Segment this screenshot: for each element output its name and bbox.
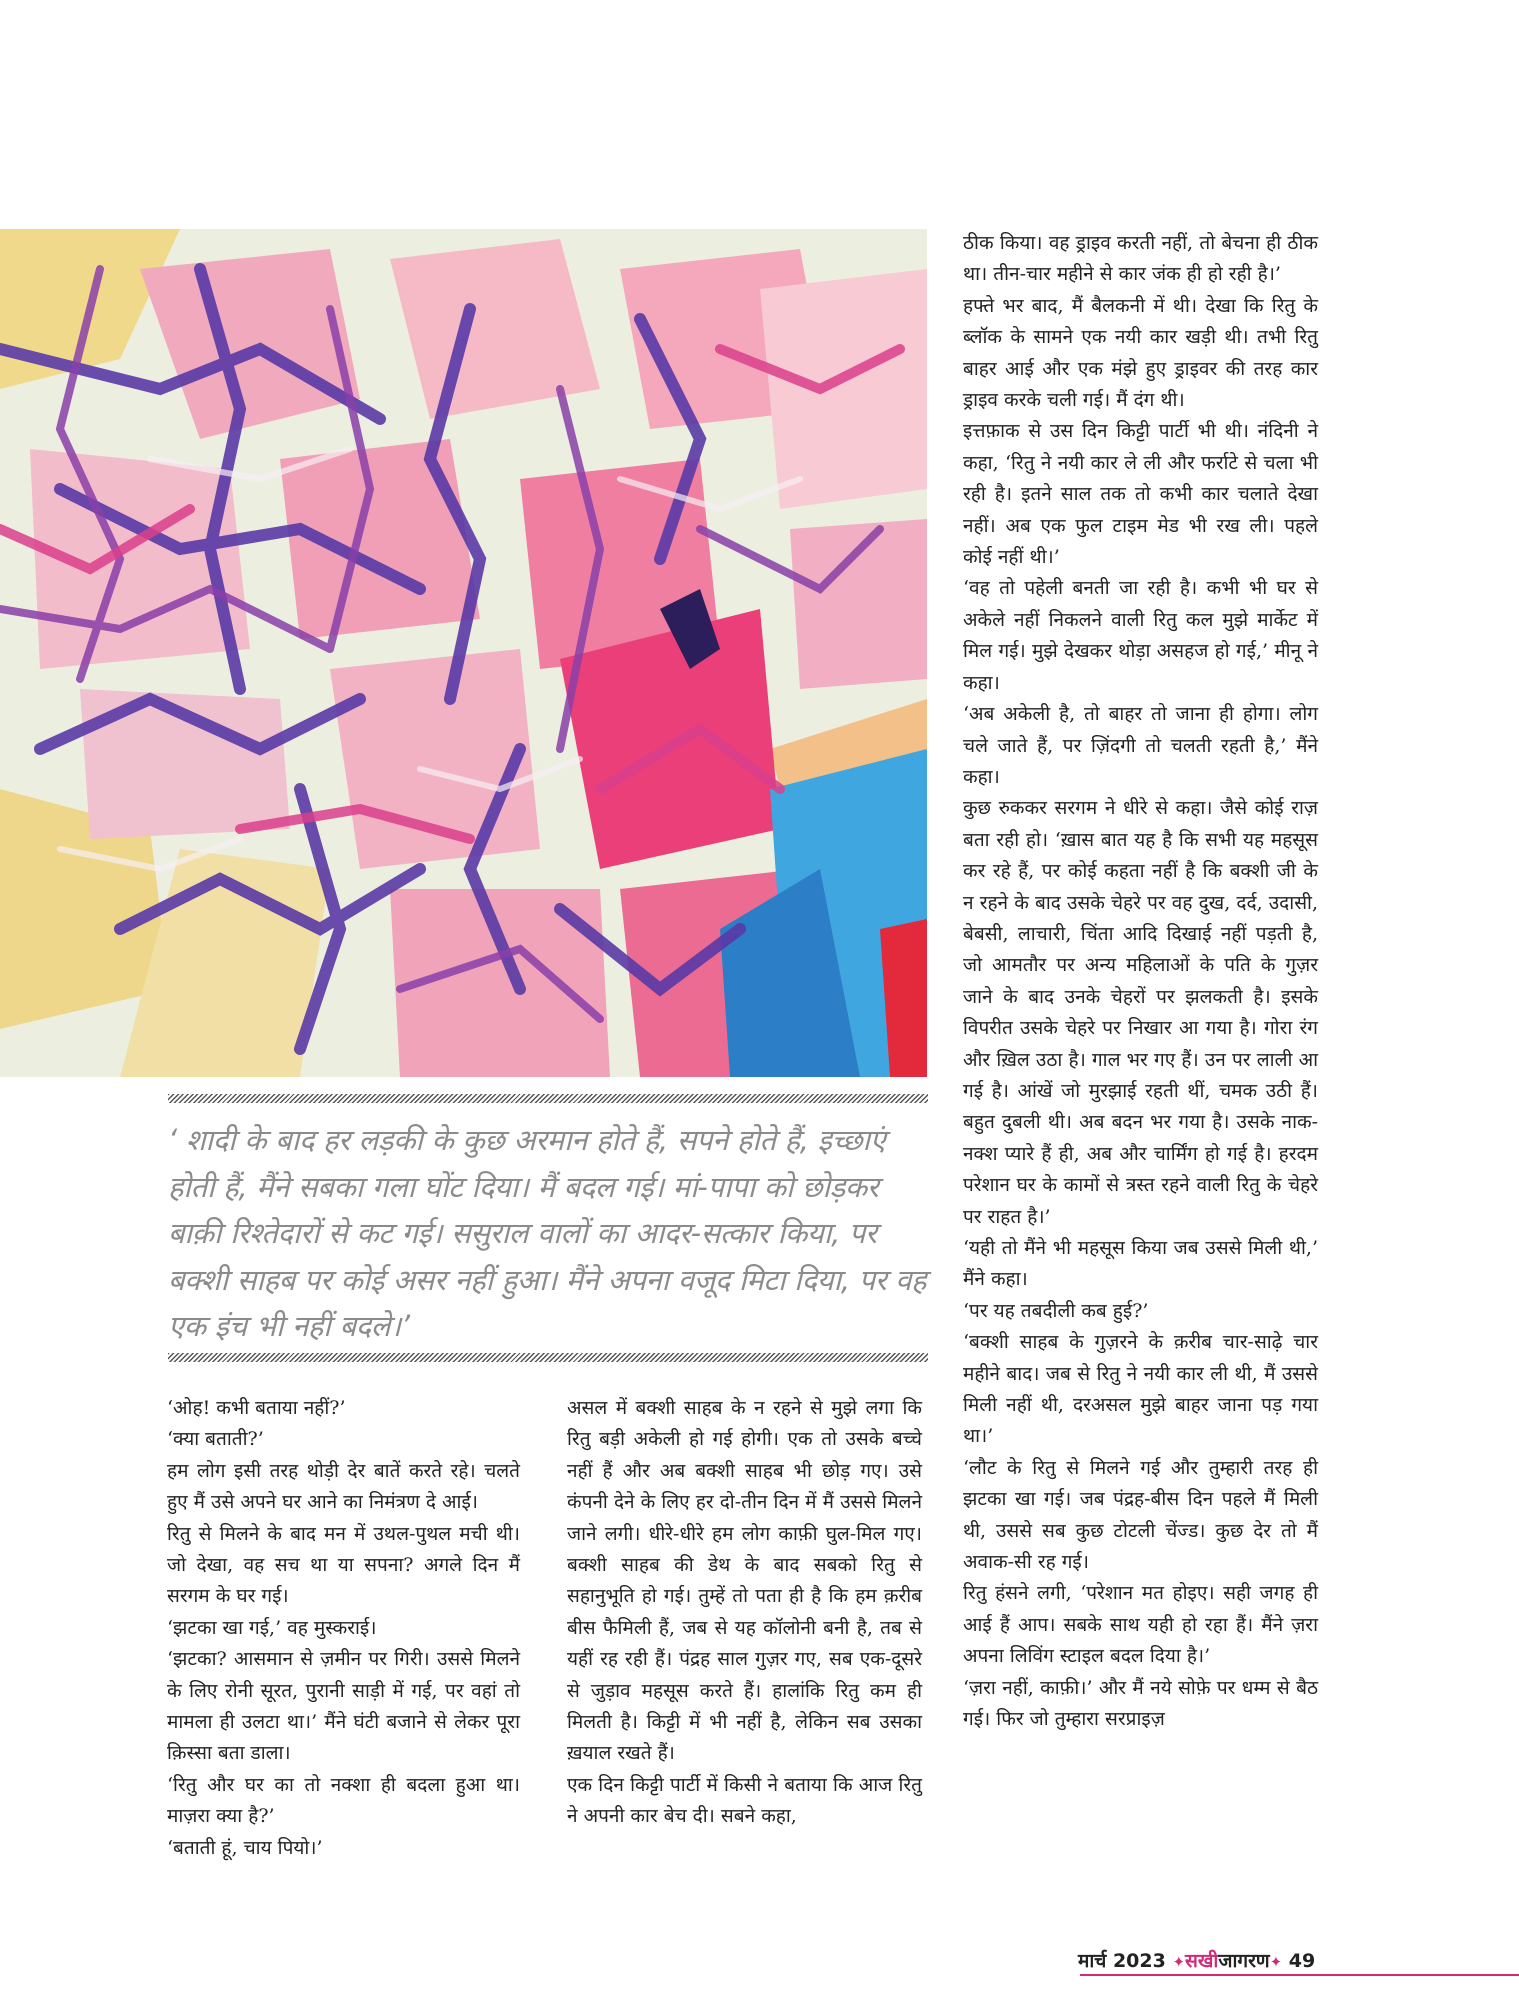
star-icon: ✦: [1269, 1953, 1283, 1971]
paragraph: ‘झटका खा गई,’ वह मुस्कराई।: [167, 1616, 377, 1639]
pull-quote-top-rule: [168, 1094, 928, 1103]
right-column: [963, 228, 1318, 1736]
paragraph: असल में बक्शी साहब के न रहने से मुझे लगा कि रितु बड़ी अकेली हो गई होगी। एक तो उसके बच्चे नहीं हैं और अब बक्शी साहब भी छोड़ गए। उसे कंपनी देने के लिए हर दो-तीन दिन में मैं उससे मिलने जाने लगी। धीरे-धीरे हम लोग काफ़ी घुल-मिल गए। बक्शी साहब की डेथ के बाद सबको रितु से सहानुभूति हो गई। तुम्हें तो पता ही है कि हम क़रीब बीस फैमिली हैं, जब से यह कॉलोनी बनी है, तब से यहीं रह रही हैं। पंद्रह साल गुज़र गए, सब एक-दूसरे से जुड़ाव महसूस करते हैं। हालांकि रितु कम ही मिलती है। किट्टी में भी नहीं है, लेकिन सब उसका ख़याल रखते हैं।: [567, 1397, 922, 1765]
paragraph: ठीक किया। वह ड्राइव करती नहीं, तो बेचना ही ठीक था। तीन-चार महीने से कार जंक ही हो रही है।’: [963, 232, 1318, 286]
paragraph: ‘अब अकेली है, तो बाहर तो जाना ही होगा। लोग चले जाते हैं, पर ज़िंदगी तो चलती रहती है,’ मैंने कहा।: [963, 703, 1318, 788]
paragraph: रितु हंसने लगी, ‘परेशान मत होइए। सही जगह ही आई हैं आप। सबके साथ यही हो रहा हैं। मैंने ज़रा अपना लिविंग स्टाइल बदल दिया है।’: [963, 1582, 1318, 1668]
paragraph: ‘ओह! कभी बताया नहीं?’: [167, 1397, 346, 1419]
page-footer: [1078, 1947, 1315, 1973]
bottom-middle-column: [567, 1393, 922, 1833]
paragraph: ‘लौट के रितु से मिलने गई और तुम्हारी तरह ही झटका खा गई। जब पंद्रह-बीस दिन पहले मैं मिली थी, उससे सब कुछ टोटली चेंज्ड। कुछ देर तो मैं अवाक-सी रह गई।: [963, 1456, 1318, 1574]
paragraph: ‘क्या बताती?’: [167, 1428, 264, 1451]
paragraph: ‘वह तो पहेली बनती जा रही है। कभी भी घर से अकेले नहीं निकलने वाली रितु कल मुझे मार्केट में मिल गई। मुझे देखकर थोड़ा असहज हो गई,’ मीनू ने कहा।: [963, 577, 1318, 694]
paragraph: कुछ रुककर सरगम ने धीरे से कहा। जैसे कोई राज़ बता रही हो। ‘ख़ास बात यह है कि सभी यह महसूस कर रहे हैं, पर कोई कहता नहीं है कि बक्शी जी के न रहने के बाद उसके चेहरे पर वह दुख, दर्द, उदासी, बेबसी, लाचारी, चिंता आदि दिखाई नहीं पड़ती है, जो आमतौर पर अन्य महिलाओं के पति के गुज़र जाने के बाद उनके चेहरों पर झलकती है। इसके विपरीत उसके चेहरे पर निखार आ गया है। गोरा रंग और ख़िल उठा है। गाल भर गए हैं। उन पर लाली आ गई है। आंखें जो मुरझाई रहती थीं, चमक उठी हैं। बहुत दुबली थी। अब बदन भर गया है। उसके नाक-नक्श प्यारे हैं ही, अब और चार्मिंग हो गई है। हरदम परेशान घर के कामों से त्रस्त रहने वाली रितु के चेहरे पर राहत है।’: [963, 797, 1318, 1228]
pull-quote-bottom-rule: [168, 1353, 928, 1362]
painting-artwork: [0, 229, 927, 1077]
paragraph: हम लोग इसी तरह थोड़ी देर बातें करते रहे। चलते हुए मैं उसे अपने घर आने का निमंत्रण दे आई।: [167, 1459, 520, 1514]
page-number: 49: [1288, 1950, 1316, 1972]
footer-rule: [1080, 1974, 1519, 1976]
paragraph: ‘पर यह तबदीली कब हुई?’: [963, 1299, 1149, 1322]
paragraph: ‘बताती हूं, चाय पियो।’: [167, 1836, 323, 1859]
abstract-painting-image: [0, 229, 927, 1077]
paragraph: इत्तफ़ाक से उस दिन किट्टी पार्टी भी थी। नंदिनी ने कहा, ‘रितु ने नयी कार ले ली और फर्राटे से चला भी रही है। इतने साल तक तो कभी कार चलाते देखा नहीं। अब एक फुल टाइम मेड भी रख ली। पहले कोई नहीं थी।’: [963, 420, 1318, 569]
issue-date: मार्च 2023: [1078, 1950, 1166, 1972]
paragraph: रितु से मिलने के बाद मन में उथल-पुथल मची थी। जो देखा, वह सच था या सपना? अगले दिन मैं सरगम के घर गई।: [167, 1522, 520, 1608]
bottom-left-column: [167, 1393, 520, 1864]
paragraph: ‘रितु और घर का तो नक्शा ही बदला हुआ था। माज़रा क्या है?’: [167, 1773, 520, 1828]
paragraph: ‘झटका? आसमान से ज़मीन पर गिरी। उससे मिलने के लिए रोनी सूरत, पुरानी साड़ी में गई, पर वहां तो मामला ही उलटा था।’ मैंने घंटी बजाने से लेकर पूरा क़िस्सा बता डाला।: [167, 1648, 520, 1765]
paragraph: ‘यही तो मैंने भी महसूस किया जब उससे मिली थी,’ मैंने कहा।: [963, 1237, 1318, 1291]
magazine-brand-sakhi: सखी: [1185, 1950, 1219, 1972]
magazine-brand-jagran: जागरण: [1218, 1950, 1270, 1972]
paragraph: ‘बक्शी साहब के गुज़रने के क़रीब चार-साढ़े चार महीने बाद। जब से रितु ने नयी कार ली थी, मैं उससे मिली नहीं थी, दरअसल मुझे बाहर जाना पड़ गया था।’: [963, 1331, 1318, 1448]
star-icon: ✦: [1172, 1953, 1186, 1971]
pull-quote: ‘ शादी के बाद हर लड़की के कुछ अरमान होते हैं, सपने होते हैं, इच्छाएं होती हैं, मैंने सबका गला घोंट दिया। मैं बदल गई। मां-पापा को छोड़कर बाक़ी रिश्तेदारों से कट गई। ससुराल वालों का आदर-सत्कार किया, पर बक्शी साहब पर कोई असर नहीं हुआ। मैंने अपना वजूद मिटा दिया, पर वह एक इंच भी नहीं बदले।’: [168, 1123, 927, 1343]
paragraph: ‘ज़रा नहीं, काफ़ी।’ और मैं नये सोफ़े पर धम्म से बैठ गई। फिर जो तुम्हारा सरप्राइज़: [963, 1676, 1318, 1731]
paragraph: एक दिन किट्टी पार्टी में किसी ने बताया कि आज रितु ने अपनी कार बेच दी। सबने कहा,: [567, 1773, 922, 1828]
paragraph: हफ्ते भर बाद, मैं बैलकनी में थी। देखा कि रितु के ब्लॉक के सामने एक नयी कार खड़ी थी। तभी रितु बाहर आई और एक मंझे हुए ड्राइवर की तरह कार ड्राइव करके चली गई। मैं दंग थी।: [963, 294, 1318, 412]
